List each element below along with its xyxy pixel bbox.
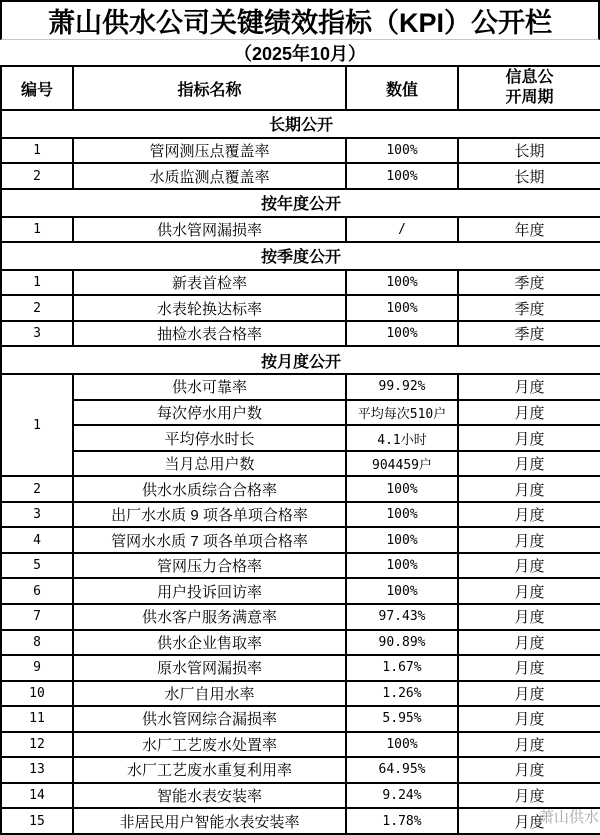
- indicator-value: 5.95%: [346, 706, 458, 732]
- indicator-value: 904459户: [346, 451, 458, 477]
- disclosure-period: 月度: [458, 808, 600, 834]
- indicator-name: 水厂工艺废水处置率: [73, 732, 346, 758]
- disclosure-period: 季度: [458, 321, 600, 347]
- section-label: 按月度公开: [1, 346, 600, 374]
- disclosure-period: 年度: [458, 217, 600, 243]
- indicator-value: 4.1小时: [346, 425, 458, 451]
- watermark: 萧山供水: [538, 809, 599, 826]
- table-row: [1, 706, 600, 732]
- section-row: [1, 110, 600, 138]
- indicator-name: 管网测压点覆盖率: [73, 138, 346, 164]
- row-number: 8: [1, 630, 73, 656]
- indicator-value: 100%: [346, 732, 458, 758]
- indicator-value: /: [346, 217, 458, 243]
- row-number: 2: [1, 163, 73, 189]
- row-number: 6: [1, 578, 73, 604]
- table-row: [1, 553, 600, 579]
- disclosure-period: 月度: [458, 451, 600, 477]
- table-row: [1, 163, 600, 189]
- column-header-indicator: 指标名称: [73, 66, 346, 110]
- table-row: [1, 681, 600, 707]
- table-row: [1, 808, 600, 834]
- indicator-value: 100%: [346, 295, 458, 321]
- disclosure-period: 月度: [458, 757, 600, 783]
- row-number: 1: [1, 374, 73, 476]
- indicator-name: 水表轮换达标率: [73, 295, 346, 321]
- disclosure-period: 月度: [458, 527, 600, 553]
- row-number: 5: [1, 553, 73, 579]
- indicator-name: 水厂自用水率: [73, 681, 346, 707]
- indicator-value: 64.95%: [346, 757, 458, 783]
- indicator-name: 管网水水质 7 项各单项合格率: [73, 527, 346, 553]
- row-number: 3: [1, 321, 73, 347]
- row-number: 9: [1, 655, 73, 681]
- indicator-name: 水质监测点覆盖率: [73, 163, 346, 189]
- table-row: [1, 217, 600, 243]
- table-row: [1, 630, 600, 656]
- disclosure-period: 月度: [458, 425, 600, 451]
- row-number: 11: [1, 706, 73, 732]
- indicator-name: 抽检水表合格率: [73, 321, 346, 347]
- section-label: 按季度公开: [1, 242, 600, 270]
- section-row: [1, 242, 600, 270]
- disclosure-period: 长期: [458, 163, 600, 189]
- section-row: [1, 346, 600, 374]
- row-number: 14: [1, 783, 73, 809]
- indicator-value: 1.78%: [346, 808, 458, 834]
- kpi-table: [0, 65, 600, 835]
- section-label: 长期公开: [1, 110, 600, 138]
- indicator-name: 平均停水时长: [73, 425, 346, 451]
- row-number: 7: [1, 604, 73, 630]
- row-number: 3: [1, 502, 73, 528]
- indicator-name: 供水客户服务满意率: [73, 604, 346, 630]
- table-row: [1, 527, 600, 553]
- indicator-value: 100%: [346, 527, 458, 553]
- row-number: 15: [1, 808, 73, 834]
- row-number: 4: [1, 527, 73, 553]
- disclosure-period: 月度: [458, 502, 600, 528]
- header-row: [1, 66, 600, 110]
- indicator-name: 智能水表安装率: [73, 783, 346, 809]
- indicator-name: 每次停水用户数: [73, 400, 346, 426]
- indicator-name: 管网压力合格率: [73, 553, 346, 579]
- indicator-value: 100%: [346, 476, 458, 502]
- row-number: 13: [1, 757, 73, 783]
- indicator-value: 9.24%: [346, 783, 458, 809]
- disclosure-period: 季度: [458, 295, 600, 321]
- indicator-name: 当月总用户数: [73, 451, 346, 477]
- page-subtitle: （2025年10月）: [233, 43, 367, 64]
- disclosure-period: 月度: [458, 681, 600, 707]
- disclosure-period: 月度: [458, 706, 600, 732]
- indicator-name: 新表首检率: [73, 270, 346, 296]
- indicator-value: 100%: [346, 578, 458, 604]
- indicator-name: 供水管网综合漏损率: [73, 706, 346, 732]
- disclosure-period: 长期: [458, 138, 600, 164]
- disclosure-period: 季度: [458, 270, 600, 296]
- indicator-value: 97.43%: [346, 604, 458, 630]
- disclosure-period: 月度: [458, 732, 600, 758]
- table-row: [1, 451, 600, 477]
- column-header-number: 编号: [1, 66, 73, 110]
- column-header-value: 数值: [346, 66, 458, 110]
- indicator-name: 供水管网漏损率: [73, 217, 346, 243]
- table-row: [1, 732, 600, 758]
- disclosure-period: 月度: [458, 553, 600, 579]
- indicator-value: 1.67%: [346, 655, 458, 681]
- row-number: 1: [1, 270, 73, 296]
- table-row: [1, 138, 600, 164]
- table-row: [1, 578, 600, 604]
- disclosure-period: 月度: [458, 604, 600, 630]
- column-header-period: [458, 66, 600, 110]
- indicator-value: 100%: [346, 163, 458, 189]
- row-number: 10: [1, 681, 73, 707]
- table-row: [1, 655, 600, 681]
- table-row: [1, 374, 600, 400]
- section-row: [1, 189, 600, 217]
- indicator-name: 供水水质综合合格率: [73, 476, 346, 502]
- section-label: 按年度公开: [1, 189, 600, 217]
- indicator-value: 100%: [346, 138, 458, 164]
- indicator-name: 用户投诉回访率: [73, 578, 346, 604]
- disclosure-period: 月度: [458, 655, 600, 681]
- indicator-value: 100%: [346, 502, 458, 528]
- indicator-name: 原水管网漏损率: [73, 655, 346, 681]
- table-row: [1, 321, 600, 347]
- indicator-value: 平均每次510户: [346, 400, 458, 426]
- indicator-name: 水厂工艺废水重复利用率: [73, 757, 346, 783]
- kpi-table-body: [1, 110, 600, 834]
- indicator-name: 出厂水水质 9 项各单项合格率: [73, 502, 346, 528]
- page-title: 萧山供水公司关键绩效指标（KPI）公开栏: [0, 0, 600, 40]
- row-number: 2: [1, 295, 73, 321]
- indicator-name: 非居民用户智能水表安装率: [73, 808, 346, 834]
- indicator-value: 1.26%: [346, 681, 458, 707]
- indicator-value: 90.89%: [346, 630, 458, 656]
- table-row: [1, 604, 600, 630]
- disclosure-period: 月度: [458, 783, 600, 809]
- disclosure-period: 月度: [458, 476, 600, 502]
- row-number: 12: [1, 732, 73, 758]
- table-row: [1, 476, 600, 502]
- table-row: [1, 757, 600, 783]
- disclosure-period: 月度: [458, 374, 600, 400]
- table-row: [1, 425, 600, 451]
- indicator-name: 供水企业售取率: [73, 630, 346, 656]
- indicator-value: 100%: [346, 270, 458, 296]
- table-row: [1, 400, 600, 426]
- row-number: 1: [1, 138, 73, 164]
- indicator-value: 99.92%: [346, 374, 458, 400]
- disclosure-period: 月度: [458, 630, 600, 656]
- disclosure-period: 月度: [458, 400, 600, 426]
- indicator-name: 供水可靠率: [73, 374, 346, 400]
- indicator-value: 100%: [346, 321, 458, 347]
- table-row: [1, 502, 600, 528]
- table-row: [1, 270, 600, 296]
- row-number: 1: [1, 217, 73, 243]
- table-row: [1, 783, 600, 809]
- table-row: [1, 295, 600, 321]
- indicator-value: 100%: [346, 553, 458, 579]
- disclosure-period: 月度: [458, 578, 600, 604]
- row-number: 2: [1, 476, 73, 502]
- column-header-period-label: 信息公开周期: [505, 69, 554, 106]
